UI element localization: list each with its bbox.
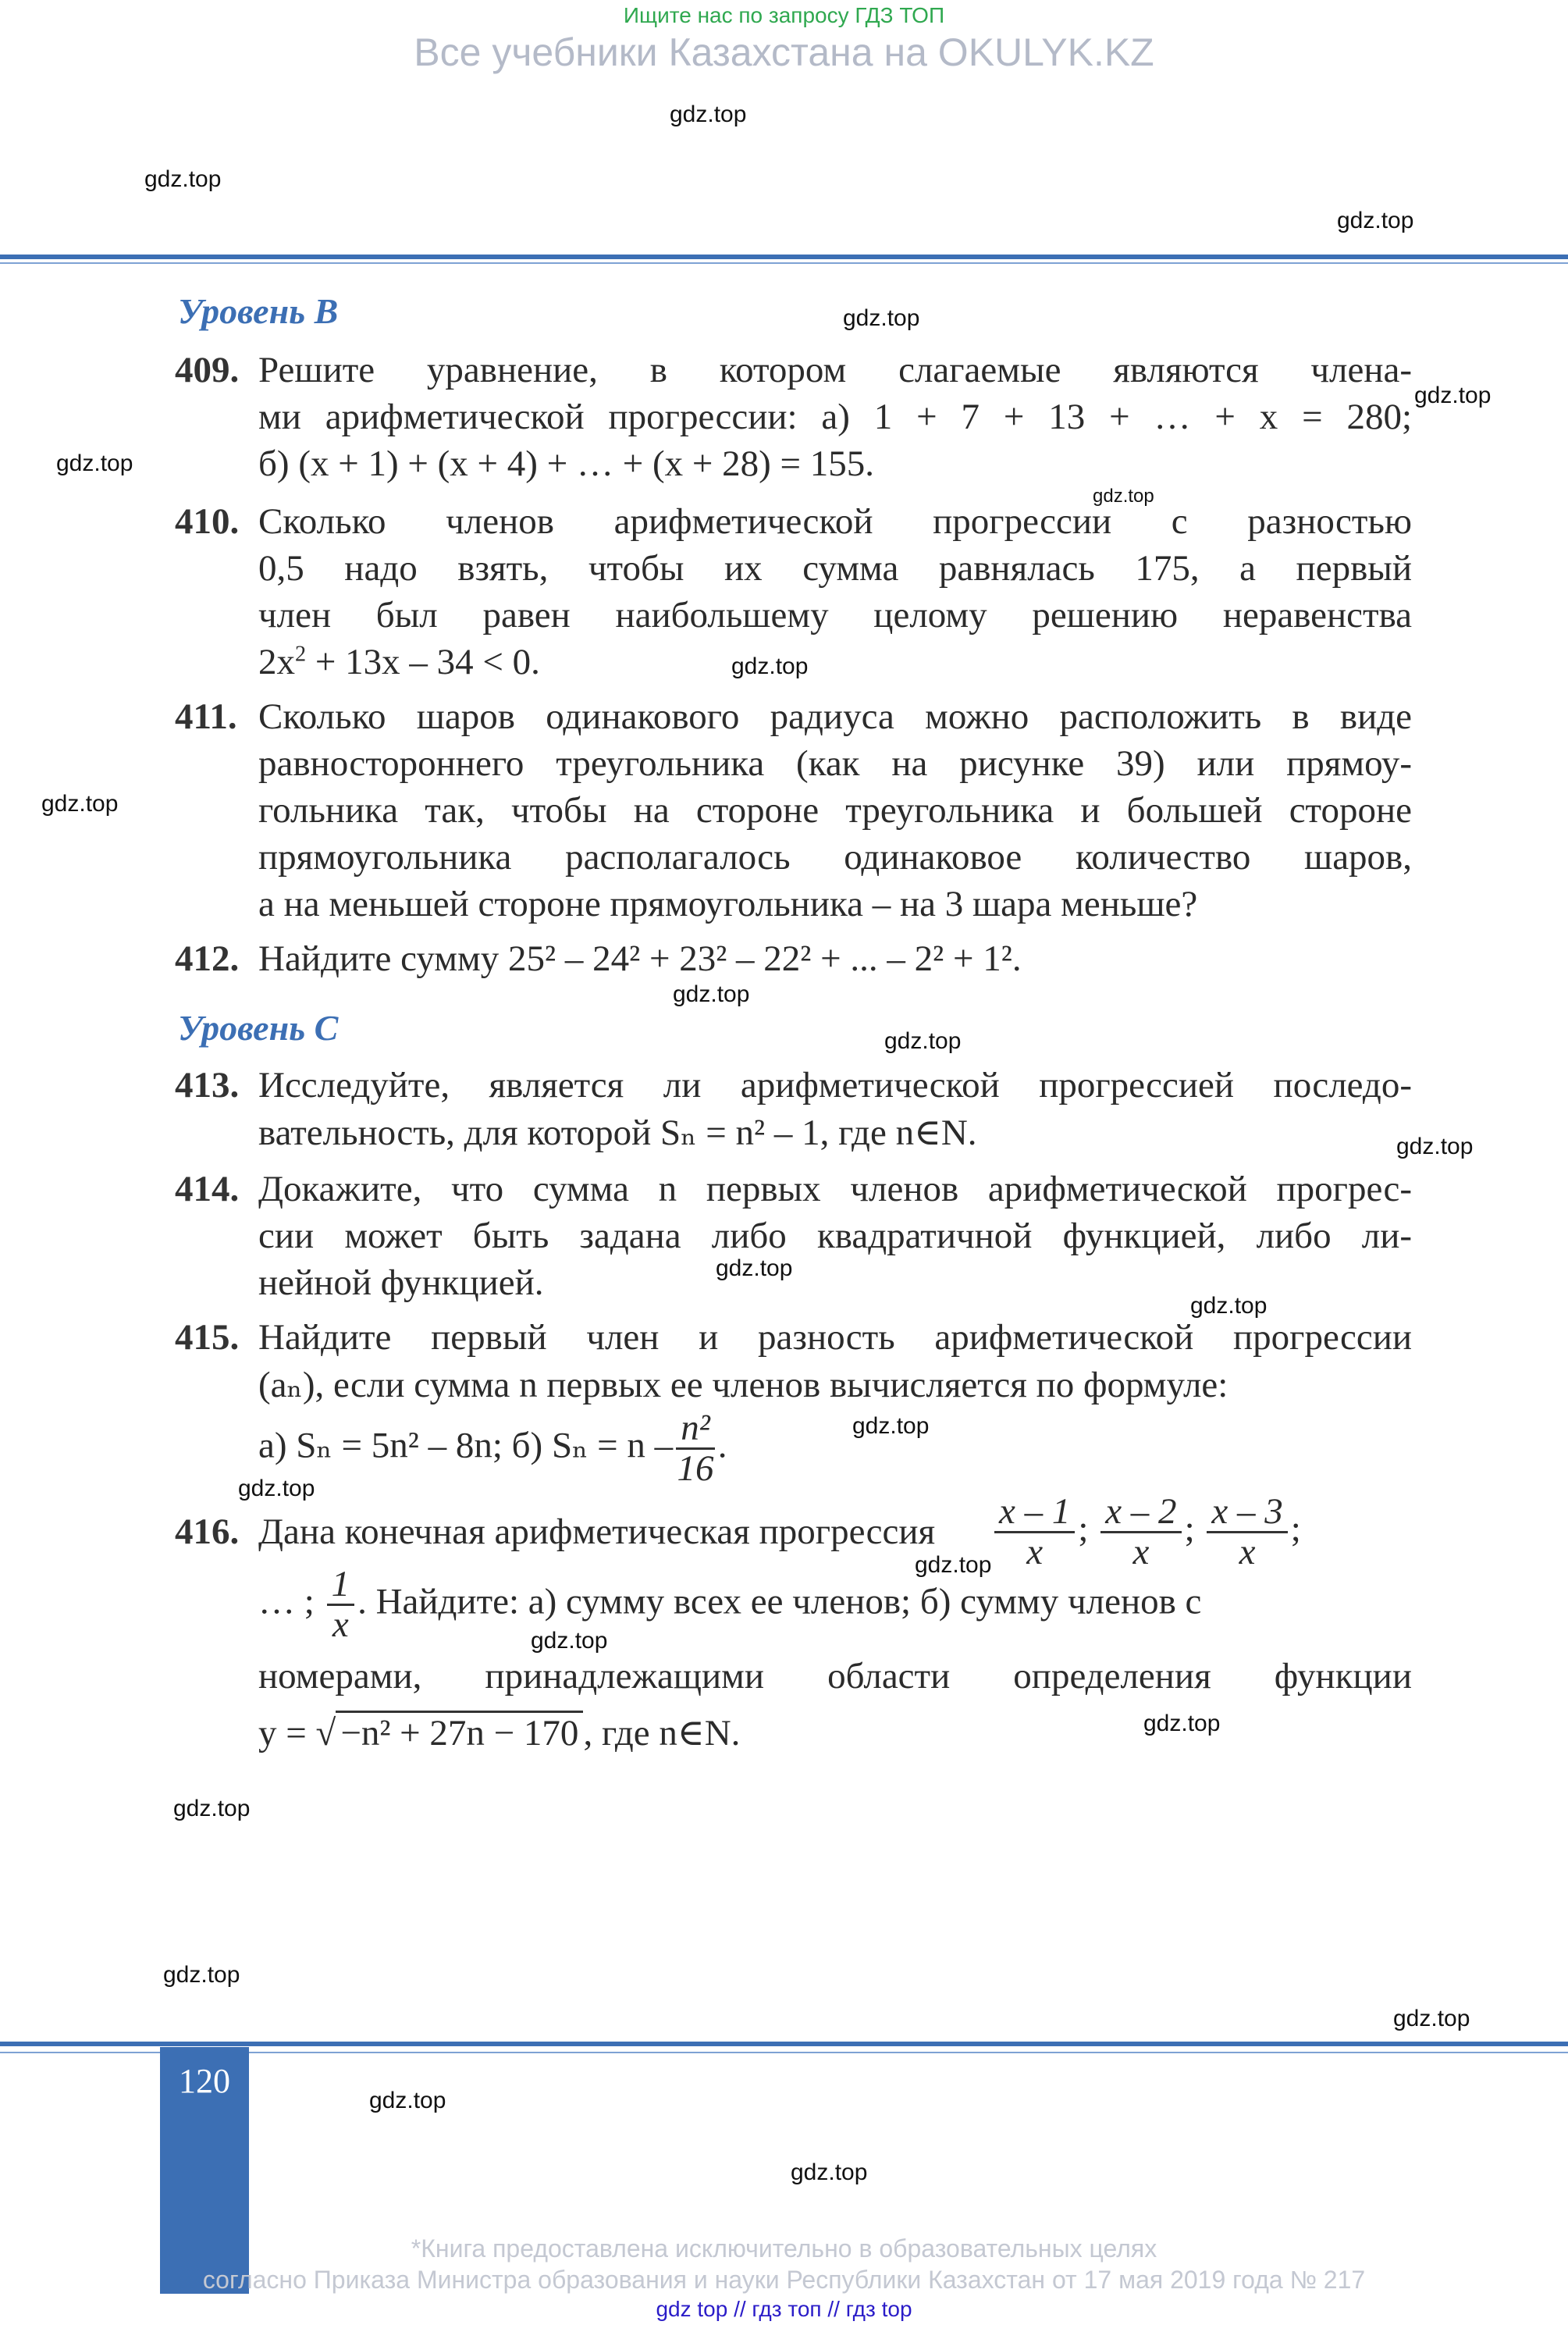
fraction xyxy=(1100,1493,1181,1572)
problem-416-line: Дана конечная арифметическая прогрессия xyxy=(258,1511,936,1552)
problem-409-line: Решите уравнение, в котором слагаемые являются члена- xyxy=(258,350,1412,390)
fraction-denominator: 16 xyxy=(677,1448,714,1490)
formula-part: + 13x – 34 < 0. xyxy=(306,642,540,682)
problem-411-line: а на меньшей стороне прямоугольника – на 3 шара меньше? xyxy=(258,884,1198,924)
progression-terms xyxy=(991,1493,1301,1572)
problem-415-line: (aₙ), если сумма n первых ее членов вычисляется по формуле: xyxy=(258,1365,1228,1405)
formula-part: y = xyxy=(258,1713,307,1753)
separator: ; xyxy=(1078,1508,1089,1550)
fraction-denominator: x xyxy=(1026,1532,1044,1573)
bottom-rule xyxy=(0,2042,1568,2046)
fraction-denominator: x xyxy=(332,1604,349,1646)
problem-416-line xyxy=(258,1711,740,1754)
problem-413-line: вательность, для которой Sₙ = n² – 1, где n∈N. xyxy=(258,1113,977,1153)
watermark: gdz.top xyxy=(915,1552,992,1578)
watermark: gdz.top xyxy=(716,1255,793,1281)
radical-sign: √ xyxy=(315,1713,336,1753)
problem-414-line: нейной функцией. xyxy=(258,1262,544,1303)
level-b-heading: Уровень B xyxy=(178,291,339,331)
problem-414-line: сии может быть задана либо квадратичной функцией, либо ли- xyxy=(258,1216,1412,1256)
watermark: gdz.top xyxy=(41,791,119,817)
fraction-denominator: x xyxy=(1239,1532,1256,1573)
watermark: gdz.top xyxy=(884,1028,962,1054)
watermark: gdz.top xyxy=(852,1413,930,1439)
radicand: −n² + 27n − 170 xyxy=(336,1711,583,1753)
formula-part: . Найдите: а) сумму всех ее членов; б) сумму членов с xyxy=(357,1581,1202,1622)
problem-411-line: гольника так, чтобы на стороне треугольника и большей стороне xyxy=(258,790,1412,831)
problem-number: 416. xyxy=(175,1511,240,1552)
fraction-denominator: x xyxy=(1132,1532,1150,1573)
formula-part: . xyxy=(717,1425,727,1466)
problem-413-line: Исследуйте, является ли арифметической прогрессией последо- xyxy=(258,1065,1412,1105)
top-rule xyxy=(0,255,1568,259)
fraction-numerator: n² xyxy=(676,1409,715,1450)
footer-order: согласно Приказа Министра образования и науки Республики Казахстан от 17 мая 2019 года № 217 xyxy=(202,2266,1366,2294)
watermark: gdz.top xyxy=(1093,486,1154,507)
search-hint: Ищите нас по запросу ГДЗ ТОП xyxy=(623,3,945,27)
watermark: gdz.top xyxy=(56,450,133,476)
problem-number: 410. xyxy=(175,501,240,542)
watermark: gdz.top xyxy=(1143,1711,1221,1736)
problem-414-line: Докажите, что сумма n первых членов арифметической прогрес- xyxy=(258,1169,1412,1209)
fraction-numerator: x – 3 xyxy=(1207,1493,1287,1533)
formula-part: 2x xyxy=(258,642,295,682)
fraction xyxy=(994,1493,1075,1572)
problem-number: 409. xyxy=(175,350,240,390)
watermark: gdz.top xyxy=(791,2159,868,2185)
watermark: gdz.top xyxy=(173,1796,251,1821)
formula-part: а) Sₙ = 5n² – 8n; б) Sₙ = n – xyxy=(258,1425,674,1466)
formula-exponent: 2 xyxy=(295,642,307,667)
fraction xyxy=(1207,1493,1287,1572)
watermark: gdz.top xyxy=(1190,1293,1268,1319)
watermark: gdz.top xyxy=(531,1628,608,1654)
separator: ; xyxy=(1184,1508,1195,1550)
problem-412-text: Найдите сумму 25² – 24² + 23² – 22² + ... – 2² + 1². xyxy=(258,938,1022,979)
problem-416-line xyxy=(258,1565,1201,1645)
watermark: gdz.top xyxy=(731,653,809,679)
fraction-numerator: x – 2 xyxy=(1100,1493,1181,1533)
formula-part: … ; xyxy=(258,1581,315,1622)
problem-number: 412. xyxy=(175,938,240,979)
problem-number: 414. xyxy=(175,1169,240,1209)
watermark: gdz.top xyxy=(1393,2006,1470,2031)
problem-411-line: равностороннего треугольника (как на рисунке 39) или прямоу- xyxy=(258,743,1412,784)
fraction xyxy=(676,1409,715,1489)
watermark: gdz.top xyxy=(670,101,747,127)
watermark: gdz.top xyxy=(163,1962,240,1988)
problem-415-formula xyxy=(258,1409,727,1489)
page-number: 120 xyxy=(179,2062,230,2100)
problem-410-line: Сколько членов арифметической прогрессии с разностью xyxy=(258,501,1412,542)
top-rule-thin xyxy=(0,262,1568,264)
level-c-heading: Уровень C xyxy=(178,1008,339,1048)
watermark: gdz.top xyxy=(238,1476,315,1501)
problem-409-line: б) (x + 1) + (x + 4) + … + (x + 28) = 155. xyxy=(258,443,875,484)
fraction xyxy=(327,1565,355,1645)
footer-disclaimer: *Книга предоставлена исключительно в образовательных целях xyxy=(411,2234,1157,2263)
problem-409-line: ми арифметической прогрессии: а) 1 + 7 + 13 + … + x = 280; xyxy=(258,397,1412,437)
watermark: gdz.top xyxy=(673,981,750,1007)
fraction-numerator: 1 xyxy=(327,1565,355,1606)
watermark: gdz.top xyxy=(144,166,222,192)
fraction-numerator: x – 1 xyxy=(994,1493,1075,1533)
problem-410-line: член был равен наибольшему целому решению неравенства xyxy=(258,595,1412,636)
watermark: gdz.top xyxy=(369,2088,446,2113)
site-banner[interactable]: Все учебники Казахстана на OKULYK.KZ xyxy=(414,30,1154,74)
problem-411-line: Сколько шаров одинакового радиуса можно расположить в виде xyxy=(258,696,1412,737)
problem-411-line: прямоугольника располагалось одинаковое количество шаров, xyxy=(258,837,1412,878)
footer-links[interactable]: gdz top // гдз топ // гдз top xyxy=(656,2297,912,2321)
problem-415-line: Найдите первый член и разность арифметической прогрессии xyxy=(258,1317,1412,1358)
problem-number: 413. xyxy=(175,1065,240,1105)
watermark: gdz.top xyxy=(1337,208,1414,233)
problem-number: 411. xyxy=(175,696,237,737)
watermark: gdz.top xyxy=(1414,383,1492,408)
problem-410-line: 0,5 надо взять, чтобы их сумма равнялась 175, а первый xyxy=(258,548,1412,589)
problem-number: 415. xyxy=(175,1317,240,1358)
problem-410-line xyxy=(258,641,540,683)
watermark: gdz.top xyxy=(843,305,920,331)
separator: ; xyxy=(1290,1508,1301,1550)
problem-416-line: номерами, принадлежащими области определения функции xyxy=(258,1656,1412,1696)
watermark: gdz.top xyxy=(1396,1134,1474,1159)
formula-part: , где n∈N. xyxy=(583,1713,741,1753)
